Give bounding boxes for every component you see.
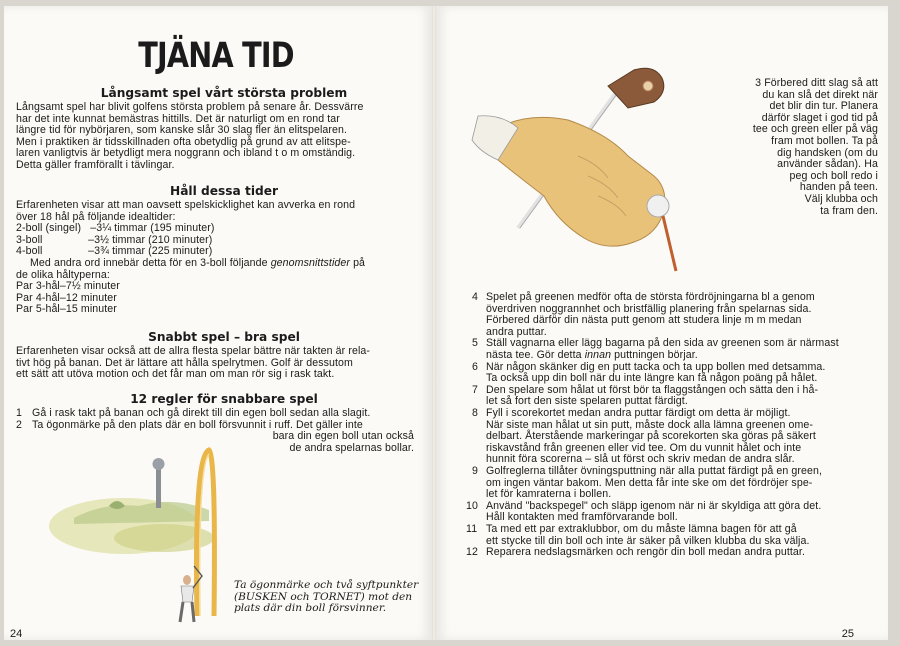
time-row: 4-boll –3¾ timmar (225 minuter) xyxy=(16,245,213,258)
text-line: fram mot bollen. Ta på xyxy=(771,134,878,147)
rule-text: Ta ögonmärke på den plats där en boll försvunnit i ruff. Det gäller inte xyxy=(32,418,363,431)
page-title: TJÄNA TID xyxy=(138,36,294,76)
rule-text xyxy=(486,501,821,524)
section-heading-fast-play: Snabbt spel – bra spel xyxy=(148,330,300,344)
text-line: bara din egen boll utan också xyxy=(272,430,414,442)
club-face-insert-shape xyxy=(643,81,653,91)
text-line: delbart. Återstående markeringar på scorekorten ska göras på säkert xyxy=(486,430,816,443)
rule-3-block xyxy=(706,78,878,217)
rule-number: 8 xyxy=(472,406,478,419)
rule-item xyxy=(466,362,886,385)
text-line: let för kamraterna i bollen. xyxy=(486,488,612,501)
rule-number: 9 xyxy=(472,464,478,477)
rule-number: 10 xyxy=(466,499,478,512)
text-line: tivt hög på banan. Det är lättare att hålla spelrytmen. Golf är dessutom xyxy=(16,356,353,369)
section-body-fast-play xyxy=(16,346,426,381)
text-line: riskavstånd från greenen eller vid tee. Om du vunnit hålet och inte xyxy=(486,441,802,454)
rule-number: 3 xyxy=(755,77,762,89)
text-line: Detta gäller framförallt i tävlingar. xyxy=(16,158,175,171)
club-head-shape xyxy=(608,68,664,108)
emphasized-text: genomsnittstider xyxy=(270,256,351,269)
text-line: över 18 hål på följande idealtider: xyxy=(16,210,176,223)
rule-item xyxy=(466,524,886,547)
glove-club-illustration xyxy=(458,56,718,288)
rule-text: Förbered ditt slag så att xyxy=(764,77,878,89)
text-line xyxy=(486,350,839,362)
text-line: Erfarenheten visar att man oavsett spelskicklighet kan avverka en rond xyxy=(16,199,356,211)
text-line: Långsamt spel har blivit golfens största problem på senare år. Dessvärre xyxy=(16,101,364,113)
par-row: Par 3-hål–7½ minuter xyxy=(16,280,120,293)
text-line: Använd "backspegel" och släpp igenom när ni är skyldiga att göra det. xyxy=(486,499,822,512)
rule-item xyxy=(466,385,886,408)
rule-number: 1 xyxy=(16,407,22,419)
emphasized-text: innan xyxy=(584,348,612,361)
rule-item xyxy=(466,547,886,559)
text-line: om ingen väntar bakom. Men detta får inte ske om det fördröjer spe- xyxy=(486,476,813,489)
caption-line: Ta ögonmärke och två syftpunkter xyxy=(234,579,419,591)
text-line: därför slaget i god tid på xyxy=(761,111,878,124)
section-heading-keep-times: Håll dessa tider xyxy=(170,184,278,198)
rule-text xyxy=(486,408,816,466)
rule-number: 2 xyxy=(16,418,22,431)
golfer-illustration xyxy=(44,426,264,626)
text-line: Förbered därför din nästa putt genom att studera linje m m medan xyxy=(486,314,802,327)
rule-item xyxy=(466,408,886,466)
text-line: tee och green eller på väg xyxy=(752,123,878,136)
text-fragment: på xyxy=(353,256,366,269)
rules-list-right xyxy=(466,292,886,559)
rule-text xyxy=(486,466,822,501)
rule-number: 11 xyxy=(466,522,478,535)
text-line: ett sätt att utöva motion och det får man om man rör sig i rask takt. xyxy=(16,368,335,381)
text-line: Ta med ett par extraklubbor, om du måste lämna bagen för att gå xyxy=(486,522,797,535)
rule-item xyxy=(16,408,430,420)
text-line: dig handsken (om du xyxy=(777,146,878,159)
section-body-keep-times xyxy=(16,200,426,316)
text-fragment: Med andra ord innebär detta för en 3-boll följande xyxy=(30,256,268,269)
text-line: andra puttar. xyxy=(486,325,547,338)
text-line: de olika håltyperna: xyxy=(16,268,110,281)
text-fragment: nästa tee. Gör detta xyxy=(486,348,582,361)
golf-ball-shape xyxy=(647,195,669,217)
text-line: har det inte kunnat bemästras hittills. Det är naturligt om en rond tar xyxy=(16,112,340,125)
rule-text xyxy=(486,524,810,547)
text-line xyxy=(16,258,426,270)
rule-text xyxy=(486,362,825,385)
text-line: Spelet på greenen medför ofta de största fördröjningarna bl a genom xyxy=(486,291,815,303)
rule-text xyxy=(486,385,818,408)
text-line: Reparera nedslagsmärken och rengör din boll medan andra puttar. xyxy=(486,546,806,559)
page-number-right: 25 xyxy=(841,628,854,640)
text-line: längre tid för nybörjaren, som kanske slår 30 slag fler än elitspelaren. xyxy=(16,124,348,137)
left-page xyxy=(4,6,432,640)
rule-text xyxy=(486,292,815,338)
section-heading-rules: 12 regler för snabbare spel xyxy=(130,392,318,406)
text-line: Den spelare som hålat ut först bör ta flaggstången och sätta den i hå- xyxy=(486,383,819,396)
text-line: Men i praktiken är tidsskillnaden ofta obetydlig på grund av att elitspe- xyxy=(16,135,351,148)
caption-line: plats där din boll försvinner. xyxy=(234,602,387,615)
rule-text xyxy=(486,338,839,361)
time-row: 2-boll (singel) –3¼ timmar (195 minuter) xyxy=(16,222,215,235)
illustration-caption xyxy=(234,580,418,615)
rule-text: Gå i rask takt på banan och gå direkt till din egen boll sedan alla slagit. xyxy=(32,407,371,419)
text-line: let så fort den siste spelaren puttat färdigt. xyxy=(486,395,688,408)
par-row: Par 4-hål–12 minuter xyxy=(16,291,117,304)
rule-2-continuation xyxy=(273,431,414,454)
text-line: de andra spelarnas bollar. xyxy=(289,441,414,454)
text-line: Golfreglerna tillåter övningsputtning när alla puttat färdigt på en green, xyxy=(486,464,823,477)
rule-number: 7 xyxy=(472,383,478,396)
section-heading-slow-play: Långsamt spel vårt största problem xyxy=(100,86,348,100)
rule-number: 12 xyxy=(466,546,478,559)
golfer-body-shape xyxy=(181,586,194,602)
text-line: Ställ vagnarna eller lägg bagarna på den sida av greenen som är närmast xyxy=(486,337,839,350)
text-line: När någon skänker dig en putt tacka och ta upp bollen med detsamma. xyxy=(486,360,826,373)
rule-item xyxy=(466,338,886,361)
rule-item xyxy=(466,501,886,524)
rule-number: 6 xyxy=(472,360,478,373)
text-line: överdriven noggrannhet och bristfällig planering från spelarnas sida. xyxy=(486,302,812,315)
text-line: Fyll i scorekortet medan andra puttar färdigt om detta är möjligt. xyxy=(486,406,791,419)
glove-shape xyxy=(498,117,665,246)
text-line: När siste man hålat ut sin putt, måste dock alla lämna greenen ome- xyxy=(486,418,814,431)
text-line: ta fram den. xyxy=(820,204,878,217)
rule-text xyxy=(486,547,805,559)
text-line: Håll kontakten med framförvarande boll. xyxy=(486,511,678,524)
par-row: Par 5-hål–15 minuter xyxy=(16,303,117,316)
text-line: laren vanligtvis är betydligt mera noggrann och ibland t o m omständig. xyxy=(16,147,356,160)
golfer-head-shape xyxy=(183,575,191,585)
text-line xyxy=(706,78,878,90)
text-line: Ta också upp din boll när du inte längre kan få någon poäng på hålet. xyxy=(486,372,818,385)
time-row: 3-boll –3½ timmar (210 minuter) xyxy=(16,233,213,246)
text-line: du kan slå det direkt när xyxy=(762,88,878,101)
text-line: hunnit föra scorerna – slå ut först och skriv medan de andra slår. xyxy=(486,453,795,466)
rule-item xyxy=(466,466,886,501)
text-line: peg och boll redo i xyxy=(789,169,878,182)
text-line: handen på teen. xyxy=(799,181,878,194)
golfer-legs-shape xyxy=(180,602,194,622)
right-page xyxy=(436,6,888,640)
caption-line: (BUSKEN och TORNET) mot den xyxy=(234,590,413,603)
page-number-left: 24 xyxy=(10,628,23,640)
text-line: Erfarenheten visar också att de allra flesta spelar bättre när takten är rela- xyxy=(16,345,371,357)
text-line: Välj klubba och xyxy=(804,192,878,205)
rule-item xyxy=(466,292,886,338)
rule-number: 4 xyxy=(472,291,478,303)
text-fragment: puttningen börjar. xyxy=(614,348,698,361)
text-line: ett stycke till din boll och inte är säker på vilken klubba du ska välja. xyxy=(486,534,810,547)
section-body-slow-play xyxy=(16,102,426,172)
tower-shape xyxy=(156,466,161,508)
tower-top-shape xyxy=(153,458,165,470)
rule-number: 5 xyxy=(472,337,478,350)
tee-peg-shape xyxy=(663,216,676,271)
text-line: det blir din tur. Planera xyxy=(769,100,878,113)
text-line: använder sådan). Ha xyxy=(777,158,878,171)
